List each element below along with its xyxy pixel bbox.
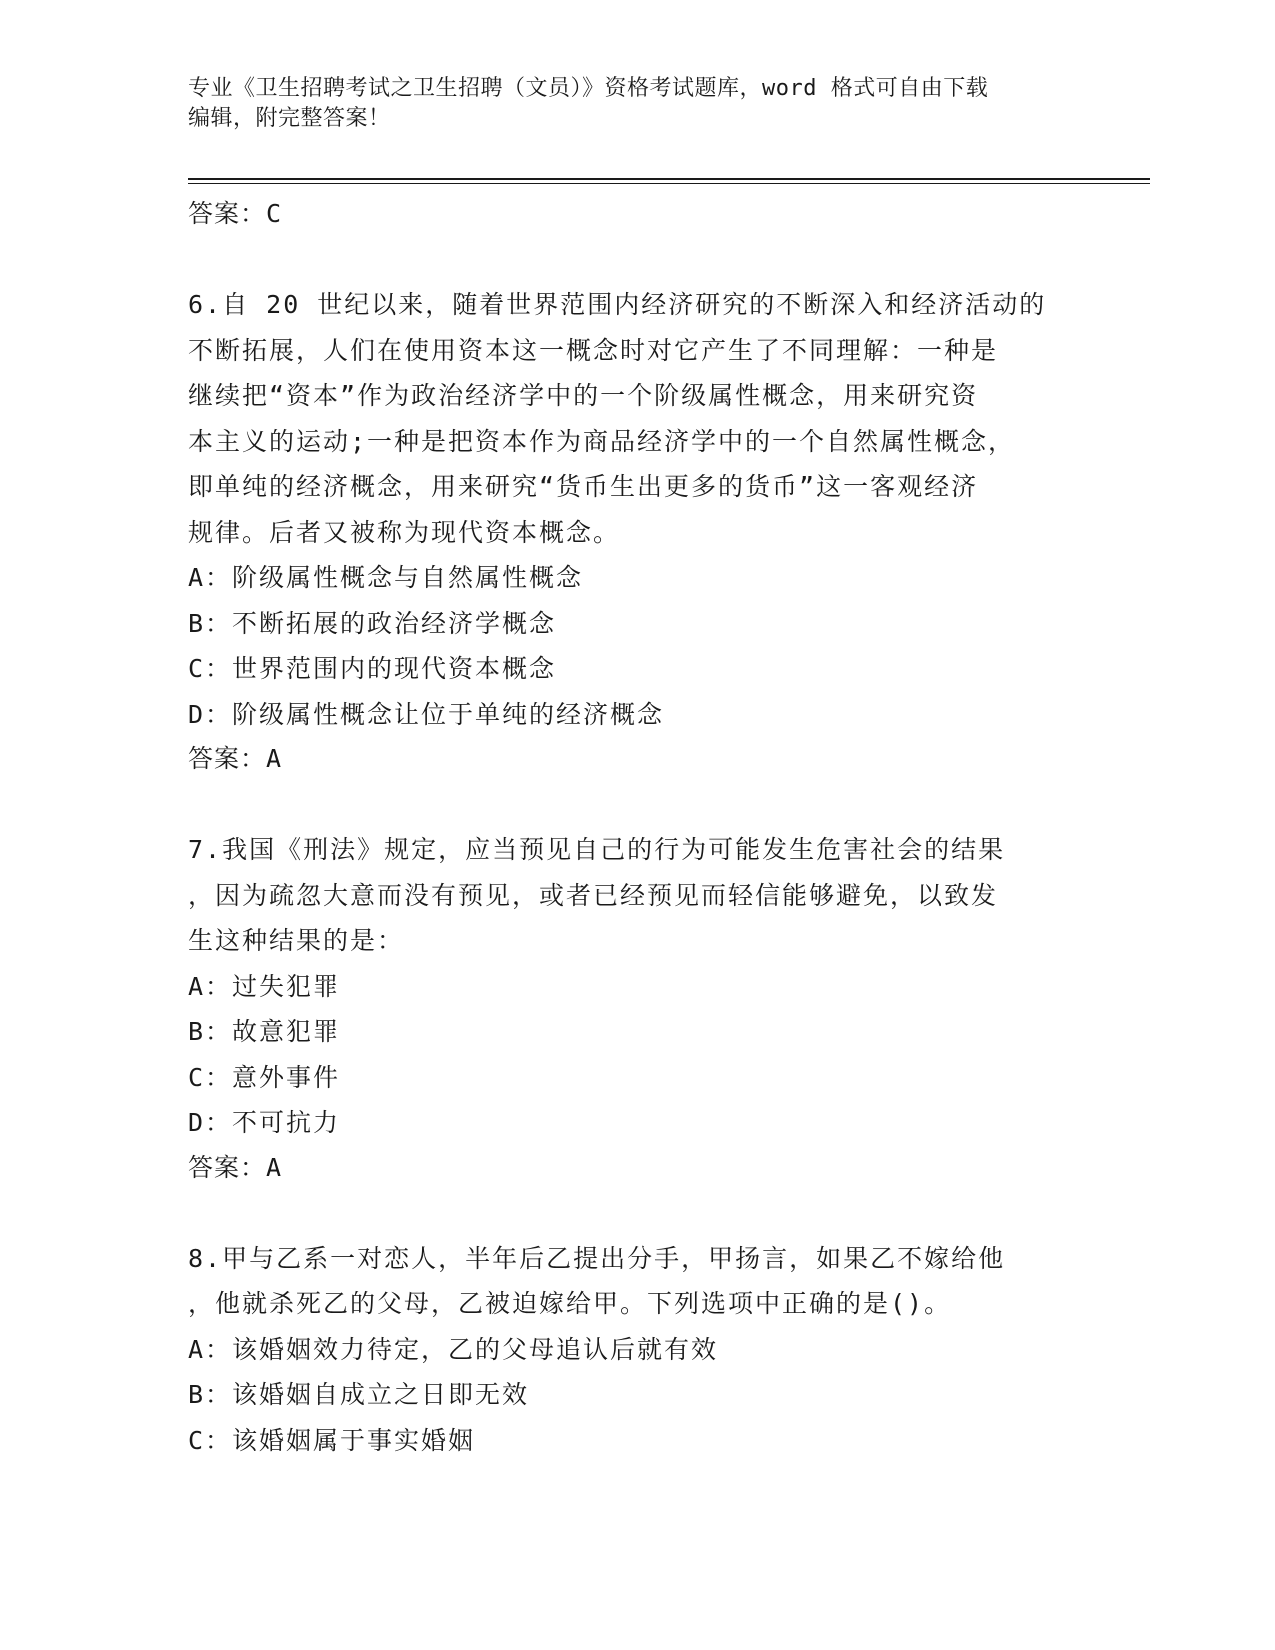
option-c: C：意外事件 [188,1062,341,1092]
question-text [188,282,1088,555]
header-line-2: 编辑，附完整答案！ [188,106,391,131]
question-line: 7.我国《刑法》规定，应当预见自己的行为可能发生危害社会的结果 [188,835,1006,864]
answer-label: 答案： [188,199,267,228]
page-header [188,74,1068,134]
question-block [188,827,1088,1190]
question-line: 规律。后者又被称为现代资本概念。 [188,517,621,547]
question-block [188,282,1088,781]
question-line: 不断拓展，人们在使用资本这一概念时对它产生了不同理解：一种是 [188,335,999,365]
question-text [188,1236,1088,1327]
question-list [188,192,1088,1463]
answer-value: A [266,744,283,773]
option-b: B：不断拓展的政治经济学概念 [188,608,557,638]
answer-value: A [266,1152,283,1182]
option-d: D：阶级属性概念让位于单纯的经济概念 [188,699,665,729]
answer-value: C [266,199,283,228]
option-b: B：故意犯罪 [188,1017,341,1046]
header-divider-thick [188,178,1150,180]
header-divider-thin [188,183,1150,184]
question-line: 继续把“资本”作为政治经济学中的一个阶级属性概念，用来研究资 [188,381,979,410]
option-a: A：过失犯罪 [188,971,341,1001]
option-c: C：该婚姻属于事实婚姻 [188,1425,476,1455]
option-b: B：该婚姻自成立之日即无效 [188,1380,530,1409]
question-line: 8.甲与乙系一对恋人，半年后乙提出分手，甲扬言，如果乙不嫁给他 [188,1243,1006,1273]
answer-label: 答案： [188,744,267,773]
question-text [188,827,1088,964]
question-line: 本主义的运动;一种是把资本作为商品经济学中的一个自然属性概念， [188,426,1016,456]
question-line: 6.自 20 世纪以来，随着世界范围内经济研究的不断深入和经济活动的 [188,290,1047,319]
option-a: A：该婚姻效力待定，乙的父母追认后就有效 [188,1334,719,1364]
question-line: ，因为疏忽大意而没有预见，或者已经预见而轻信能够避免，以致发 [188,880,999,910]
option-a: A：阶级属性概念与自然属性概念 [188,563,584,592]
question-line: 即单纯的经济概念，用来研究“货币生出更多的货币”这一客观经济 [188,472,979,501]
question-block [188,1236,1088,1464]
header-line-1: 专业《卫生招聘考试之卫生招聘（文员）》资格考试题库，word 格式可自由下载 [188,76,989,101]
answer-line [188,1146,1088,1190]
answer-label: 答案： [188,1152,267,1182]
answer-line [188,737,1088,781]
question-line: 生这种结果的是： [188,926,405,955]
option-d: D：不可抗力 [188,1108,341,1137]
question-line: ，他就杀死乙的父母，乙被迫嫁给甲。下列选项中正确的是()。 [188,1289,952,1318]
option-c: C：世界范围内的现代资本概念 [188,654,557,683]
answer-line [188,192,1088,236]
